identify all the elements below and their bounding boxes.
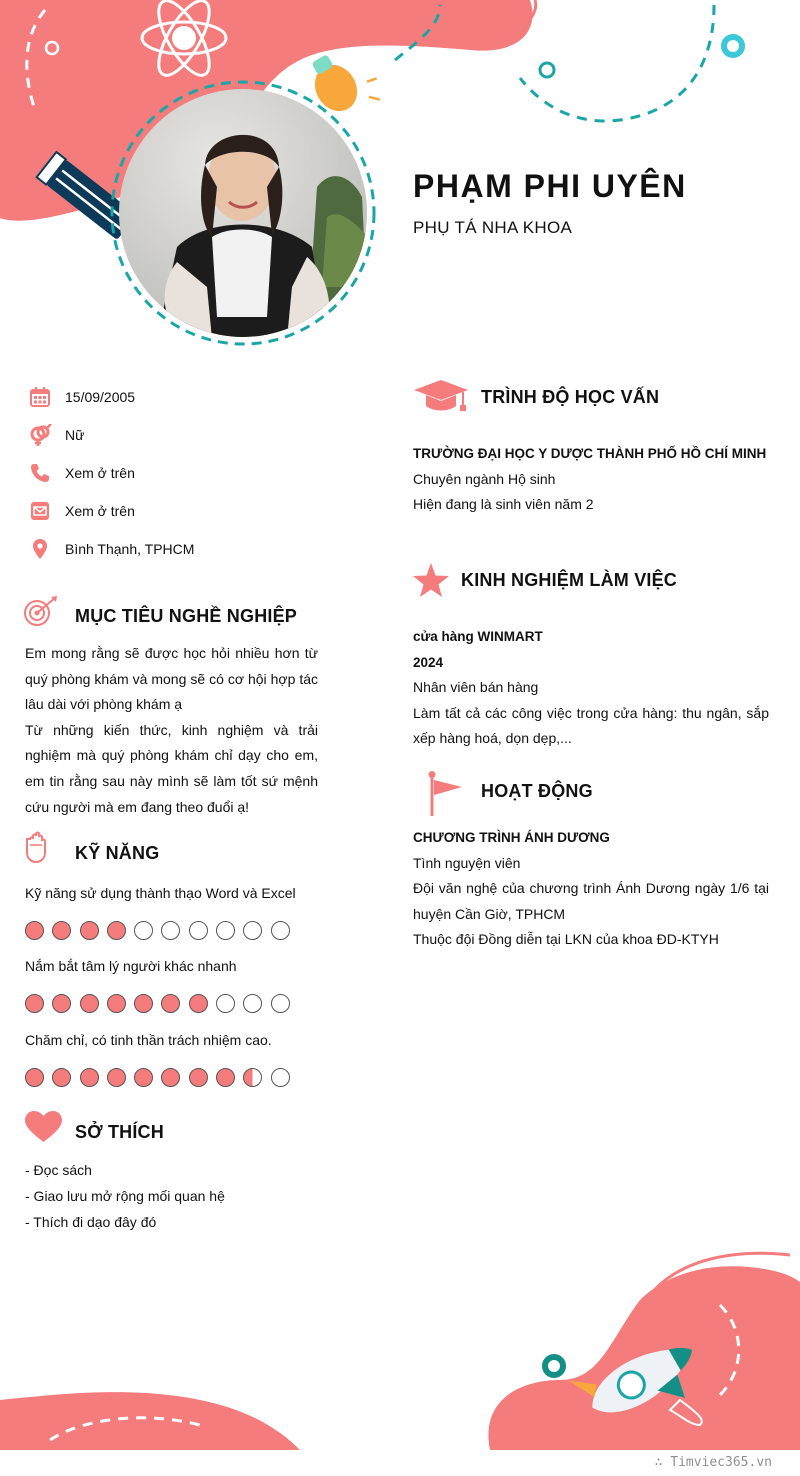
info-row-address (28, 536, 194, 562)
objective-text (25, 641, 318, 820)
star-icon (413, 563, 449, 597)
rating-dot (80, 1068, 99, 1087)
info-row-birthdate (28, 384, 135, 410)
rating-dot (134, 921, 153, 940)
skill-rating-1 (25, 921, 290, 940)
school-name: TRƯỜNG ĐẠI HỌC Y DƯỢC THÀNH PHỐ HỒ CHÍ MINH (413, 446, 767, 461)
objective-paragraph-1: Em mong rằng sẽ được học hỏi nhiều hơn từ quý phòng khám và mong sẽ có cơ hội hợp tác lâu dài với phòng khám ạ (25, 645, 318, 713)
rating-dot (80, 994, 99, 1013)
hobby-item: - Đọc sách (25, 1162, 92, 1178)
phone-icon (28, 461, 52, 485)
education-title: TRÌNH ĐỘ HỌC VẤN (481, 387, 660, 407)
rating-dot (25, 1068, 44, 1087)
calendar-icon (28, 385, 52, 409)
rating-dot (189, 1068, 208, 1087)
activities-content (413, 825, 769, 953)
education-status: Hiện đang là sinh viên năm 2 (413, 496, 594, 512)
footer-watermark: ∴ Timviec365.vn (654, 1455, 772, 1470)
experience-position: Nhân viên bán hàng (413, 679, 539, 695)
rating-dot (271, 994, 290, 1013)
profile-photo (117, 87, 369, 339)
rating-dot (25, 994, 44, 1013)
rating-dot (216, 1068, 235, 1087)
activity-detail-2: Thuộc đội Đồng diễn tại LKN của khoa ĐD-KTYH (413, 931, 719, 947)
skills-title: KỸ NĂNG (75, 843, 160, 863)
rating-dot (52, 1068, 71, 1087)
activity-role: Tình nguyện viên (413, 854, 521, 871)
education-content (413, 441, 769, 518)
rating-dot (271, 921, 290, 940)
rating-dot (161, 1068, 180, 1087)
candidate-name: PHẠM PHI UYÊN (413, 168, 687, 204)
rating-dot (243, 921, 262, 940)
phone-text: Xem ở trên (65, 465, 135, 481)
birthdate-text: 15/09/2005 (65, 389, 136, 405)
candidate-title: PHỤ TÁ NHA KHOA (413, 218, 573, 237)
raised-fist-icon (25, 831, 47, 863)
skill-label-2: Nắm bắt tâm lý người khác nhanh (25, 958, 237, 974)
rating-dot (189, 921, 208, 940)
experience-content (413, 624, 769, 752)
rating-dot (161, 921, 180, 940)
info-row-gender (28, 422, 84, 448)
rating-dot (107, 1068, 126, 1087)
experience-company: cửa hàng WINMART (413, 629, 543, 644)
skill-label-1: Kỹ năng sử dụng thành thạo Word và Excel (25, 885, 296, 901)
rating-dot (243, 994, 262, 1013)
graduation-cap-icon (414, 380, 468, 412)
skill-rating-2 (25, 994, 290, 1013)
hobby-item: - Thích đi dạo đây đó (25, 1214, 157, 1230)
activity-detail-1: Đội văn nghệ của chương trình Ánh Dương ngày 1/6 tại huyện Cần Giờ, TPHCM (413, 880, 769, 922)
rating-dot (216, 994, 235, 1013)
rating-dot (134, 994, 153, 1013)
activity-program: CHƯƠNG TRÌNH ÁNH DƯƠNG (413, 830, 610, 845)
info-row-email (28, 498, 135, 524)
skill-rating-3 (25, 1068, 290, 1087)
rating-dot (107, 921, 126, 940)
rating-dot (52, 921, 71, 940)
experience-year: 2024 (413, 654, 444, 670)
education-major: Chuyên ngành Hộ sinh (413, 470, 556, 487)
address-text: Bình Thạnh, TPHCM (65, 541, 195, 557)
rating-dot (271, 1068, 290, 1087)
mail-icon (28, 499, 52, 523)
rating-dot (161, 994, 180, 1013)
target-icon (23, 596, 59, 628)
skill-label-3: Chăm chỉ, có tinh thần trách nhiệm cao. (25, 1032, 272, 1048)
rating-dot (216, 921, 235, 940)
rating-dot (243, 1068, 262, 1087)
rating-dot (107, 994, 126, 1013)
flag-icon (424, 771, 462, 817)
info-row-phone (28, 460, 135, 486)
email-text: Xem ở trên (65, 503, 135, 519)
gender-icon (28, 423, 52, 447)
objective-paragraph-2: Từ những kiến thức, kinh nghiệm và trải nghiệm mà quý phòng khám chỉ dạy cho em, em tin rằng sau này mình sẽ làm tốt sứ mệnh cứu người mà em đang theo đuổi ạ! (25, 721, 318, 815)
hobby-item: - Giao lưu mở rộng mối quan hệ (25, 1188, 225, 1204)
rating-dot (80, 921, 99, 940)
rating-dot (134, 1068, 153, 1087)
rating-dot (52, 994, 71, 1013)
hobbies-title: SỞ THÍCH (75, 1122, 164, 1142)
experience-description: Làm tất cả các công việc trong cửa hàng: thu ngân, sắp xếp hàng hoá, dọn dẹp,... (413, 704, 769, 746)
heart-icon (25, 1111, 62, 1143)
experience-title: KINH NGHIỆM LÀM VIỆC (461, 570, 678, 590)
objective-title: MỤC TIÊU NGHỀ NGHIỆP (75, 606, 298, 626)
rating-dot (25, 921, 44, 940)
rating-dot (189, 994, 208, 1013)
activities-title: HOẠT ĐỘNG (481, 781, 593, 801)
gender-text: Nữ (65, 427, 85, 443)
location-pin-icon (28, 537, 52, 561)
